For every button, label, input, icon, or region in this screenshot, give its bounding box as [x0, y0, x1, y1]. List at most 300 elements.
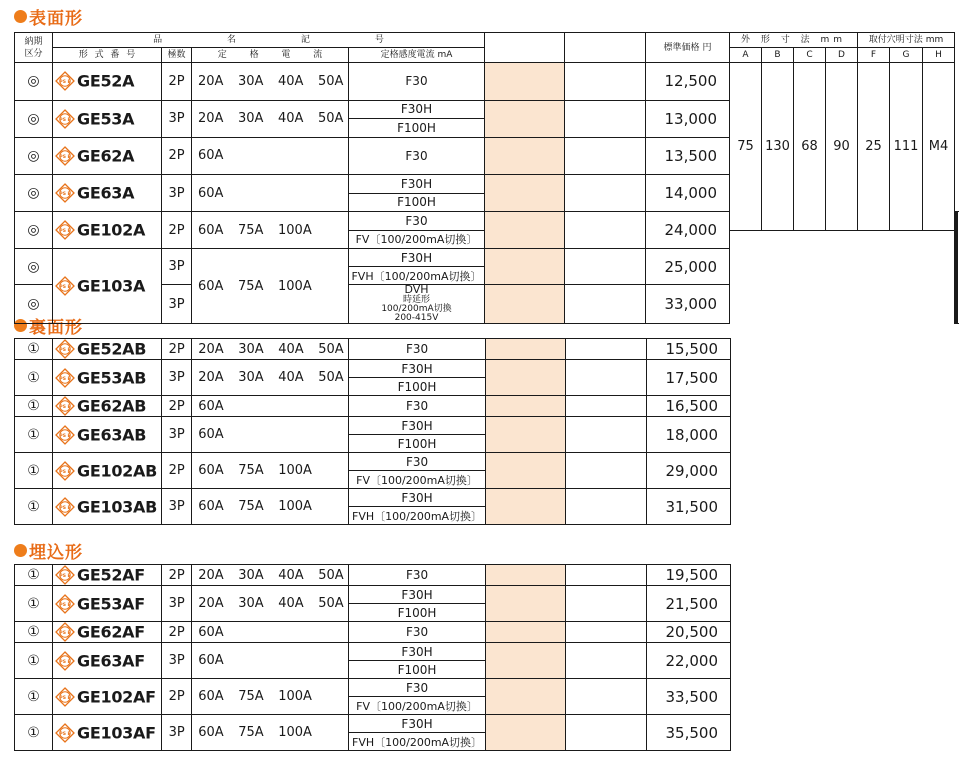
dim-cell-a — [730, 63, 762, 231]
current-value: 50A — [318, 567, 344, 583]
sens-value: DVH — [404, 284, 429, 296]
svg-text:PS E: PS E — [59, 191, 71, 197]
kubun-cell — [15, 137, 53, 175]
current-value: 100A — [278, 689, 312, 704]
kubun-cell — [15, 360, 53, 396]
kubun-mark: ① — [27, 369, 40, 386]
price-cell — [646, 175, 730, 212]
blank-cell — [565, 175, 646, 212]
blank-cell — [485, 212, 565, 249]
current-value: 50A — [318, 341, 344, 357]
current-cell — [192, 417, 349, 453]
pse-mark-icon — [55, 687, 75, 707]
table-row — [15, 339, 731, 360]
table-row — [15, 565, 731, 586]
table-row — [15, 489, 731, 507]
sens-cell — [349, 679, 485, 697]
sens-value: F30 — [405, 625, 429, 639]
current-value: 50A — [318, 73, 344, 89]
svg-text:PS E: PS E — [59, 630, 71, 636]
current-col-label: 定 格 電 流 — [217, 50, 323, 60]
current-value: 60A — [198, 725, 224, 740]
kubun-mark: ◎ — [27, 222, 40, 238]
sens-value: FVH〔100/200mA切換〕 — [352, 735, 483, 749]
kubun-mark: ◎ — [27, 258, 40, 275]
price-value: 21,500 — [665, 594, 718, 613]
kubun-mark: ① — [27, 595, 40, 612]
price-value: 13,000 — [664, 109, 717, 128]
model-number: GE63AB — [77, 425, 147, 444]
sens-cell — [349, 661, 485, 679]
svg-text:PS E: PS E — [59, 659, 71, 665]
table-row — [15, 249, 958, 267]
model-cell — [53, 212, 162, 249]
current-value: 20A — [198, 596, 224, 611]
sens-value: F30 — [405, 399, 429, 413]
current-value: 75A — [238, 689, 264, 704]
model-number: GE62AB — [77, 396, 147, 416]
kubun-label: 納期 — [24, 36, 43, 47]
poles-value: 2P — [168, 148, 185, 164]
poles-value: 2P — [168, 398, 185, 414]
current-cell — [192, 360, 349, 396]
sens-value: F100H — [397, 662, 437, 677]
kubun-mark: ① — [27, 652, 40, 669]
kubun-cell — [15, 396, 53, 417]
kubun-mark: ◎ — [27, 296, 40, 312]
pse-mark-icon — [55, 220, 75, 240]
current-value: 30A — [238, 341, 264, 357]
sens-value: F30 — [405, 148, 428, 163]
current-value: 30A — [238, 370, 264, 385]
kubun-mark: ① — [27, 567, 40, 583]
sens-cell — [349, 586, 485, 604]
dim-letter — [923, 48, 955, 63]
svg-text:PS E: PS E — [59, 433, 71, 439]
current-cell — [192, 453, 349, 489]
poles-cell — [162, 360, 192, 396]
sens-value: FV〔100/200mA切換〕 — [356, 699, 478, 713]
model-cell — [53, 249, 162, 324]
flush-table — [14, 564, 731, 751]
blank-header — [485, 33, 565, 63]
pse-mark-icon — [55, 71, 75, 91]
pse-mark-icon — [55, 723, 75, 743]
bullet-icon — [14, 544, 27, 557]
current-cell — [192, 396, 349, 417]
price-value: 31,500 — [665, 497, 718, 516]
holes-title: 取付穴明寸法 — [868, 35, 923, 45]
blank-cell — [485, 453, 565, 489]
poles-cell — [162, 417, 192, 453]
price-cell — [646, 489, 730, 525]
sens-value: F30H — [401, 587, 433, 602]
front-table-body — [15, 33, 958, 324]
current-value: 40A — [278, 370, 304, 385]
blank-cell — [485, 396, 565, 417]
current-value: 40A — [278, 567, 304, 583]
model-cell — [53, 643, 162, 679]
kubun-cell — [15, 212, 53, 249]
dim-value: 130 — [765, 138, 790, 154]
sens-value: F100H — [397, 120, 436, 135]
sens-cell — [349, 267, 485, 285]
current-value: 20A — [198, 341, 224, 357]
current-value: 100A — [278, 725, 312, 740]
blank-cell — [485, 622, 565, 643]
model-cell — [53, 622, 162, 643]
table-row — [15, 586, 731, 604]
pse-mark-icon — [55, 425, 75, 445]
poles-value: 2P — [168, 341, 185, 357]
table-row — [15, 715, 731, 733]
price-cell — [646, 396, 730, 417]
price-value: 29,000 — [665, 461, 718, 480]
current-cell — [192, 100, 349, 137]
price-cell — [646, 137, 730, 175]
current-value: 60A — [198, 222, 224, 238]
current-value: 50A — [318, 370, 344, 385]
sens-cell — [349, 489, 485, 507]
kubun-mark: ◎ — [27, 73, 40, 90]
sens-cell — [349, 622, 485, 643]
current-value: 30A — [238, 567, 264, 583]
kubun-cell — [15, 249, 53, 285]
blank-cell — [485, 360, 565, 396]
blank-cell — [485, 679, 565, 715]
poles-value: 3P — [168, 596, 185, 611]
blank-cell — [565, 417, 646, 453]
sens-value: F30H — [401, 418, 433, 433]
sens-header — [349, 48, 485, 63]
svg-text:PS E: PS E — [59, 117, 71, 123]
model-number: GE102AF — [77, 687, 156, 706]
price-cell — [646, 715, 730, 751]
front-table — [14, 32, 958, 324]
sens-cell — [349, 435, 485, 453]
price-value: 12,500 — [664, 72, 717, 91]
current-value: 60A — [198, 398, 224, 414]
poles-value: 2P — [168, 73, 185, 89]
sens-cell — [349, 643, 485, 661]
sens-value: F30 — [405, 454, 429, 469]
price-value: 33,000 — [664, 295, 717, 313]
kubun-cell — [15, 622, 53, 643]
model-cell — [53, 100, 162, 137]
model-number: GE63AF — [77, 651, 145, 670]
header-row — [15, 33, 958, 48]
sens-cell — [349, 212, 485, 231]
current-cell — [192, 339, 349, 360]
blank-cell — [565, 643, 646, 679]
poles-value: 3P — [168, 111, 185, 126]
sens-cell — [349, 378, 485, 396]
sens-cell — [349, 471, 485, 489]
kubun-cell — [15, 175, 53, 212]
blank-cell — [565, 339, 646, 360]
model-cell — [53, 679, 162, 715]
pse-mark-icon — [55, 497, 75, 517]
poles-col-label: 極数 — [167, 50, 186, 60]
kubun-mark: ◎ — [27, 110, 40, 127]
model-cell — [53, 137, 162, 175]
poles-header — [162, 48, 192, 63]
price-cell — [646, 339, 730, 360]
sens-value: F30H — [401, 361, 433, 376]
model-number: GE52AF — [77, 565, 145, 585]
blank-cell — [565, 622, 646, 643]
table-row — [15, 417, 731, 435]
poles-value: 2P — [168, 222, 185, 238]
kubun-cell — [15, 565, 53, 586]
table-row — [15, 453, 731, 471]
kubun-cell — [15, 715, 53, 751]
poles-cell — [162, 565, 192, 586]
kubun-mark: ◎ — [27, 147, 40, 164]
price-value: 35,500 — [665, 723, 718, 742]
price-value: 33,500 — [665, 687, 718, 706]
svg-text:PS E: PS E — [59, 602, 71, 608]
model-number: GE103AB — [77, 497, 157, 516]
dim-value: 90 — [833, 138, 850, 154]
current-value: 50A — [318, 596, 344, 611]
section-title-flush: 埋込形 — [14, 538, 83, 563]
poles-value: 2P — [168, 624, 185, 640]
table-row — [15, 622, 731, 643]
holes-header — [858, 33, 955, 48]
model-number: GE103A — [77, 276, 146, 296]
model-cell — [53, 565, 162, 586]
blank-cell — [485, 586, 565, 622]
current-value: 60A — [198, 499, 224, 514]
hinmei-header — [53, 33, 485, 48]
kubun-mark: ① — [27, 462, 40, 479]
sens-value: F30H — [400, 250, 433, 265]
model-number: GE52AB — [77, 339, 147, 359]
model-cell — [53, 417, 162, 453]
kubun-mark: ① — [27, 426, 40, 443]
sens-value: 200-415V — [394, 313, 439, 323]
current-value: 60A — [198, 185, 224, 201]
poles-cell — [162, 249, 192, 285]
model-number: GE103AF — [77, 723, 156, 742]
poles-cell — [162, 212, 192, 249]
sens-cell — [349, 507, 485, 525]
svg-text:PS E: PS E — [59, 731, 71, 737]
sens-value: F100H — [397, 379, 437, 394]
poles-value: 2P — [168, 567, 185, 583]
kubun-header — [15, 33, 53, 63]
sens-cell — [349, 565, 485, 586]
model-number: GE53AB — [77, 368, 147, 387]
poles-cell — [162, 622, 192, 643]
dims-header — [730, 33, 858, 48]
poles-cell — [162, 396, 192, 417]
back-table-body — [15, 339, 731, 525]
current-value: 60A — [198, 278, 224, 294]
model-cell — [53, 453, 162, 489]
price-cell — [646, 249, 730, 285]
model-cell — [53, 586, 162, 622]
blank-cell — [565, 285, 646, 324]
current-value: 40A — [278, 341, 304, 357]
current-cell — [192, 212, 349, 249]
kubun-cell — [15, 586, 53, 622]
sens-value: F30 — [405, 342, 429, 356]
dim-cell-d — [826, 63, 858, 231]
svg-text:PS E: PS E — [59, 695, 71, 701]
hinmei-char: 名 — [227, 35, 237, 45]
poles-cell — [162, 137, 192, 175]
poles-value: 2P — [168, 689, 185, 704]
current-value: 20A — [198, 111, 224, 126]
price-value: 16,500 — [665, 397, 718, 415]
poles-cell — [162, 679, 192, 715]
bullet-icon — [14, 10, 27, 23]
sens-cell — [349, 230, 485, 249]
dim-value: 75 — [737, 138, 754, 154]
blank-cell — [485, 417, 565, 453]
current-value: 75A — [238, 499, 264, 514]
pse-mark-icon — [55, 183, 75, 203]
dim-letter — [890, 48, 923, 63]
pse-mark-icon — [55, 461, 75, 481]
blank-cell — [485, 175, 565, 212]
current-value: 60A — [198, 689, 224, 704]
poles-value: 3P — [168, 427, 185, 442]
current-cell — [192, 63, 349, 101]
blank-cell — [485, 565, 565, 586]
model-number: GE63A — [77, 183, 135, 203]
model-cell — [53, 360, 162, 396]
current-value: 75A — [238, 463, 264, 478]
blank-cell — [485, 249, 565, 285]
blank-cell — [565, 212, 646, 249]
blank-cell — [565, 586, 646, 622]
model-cell — [53, 715, 162, 751]
current-value: 100A — [278, 278, 312, 294]
sens-cell — [349, 697, 485, 715]
dim-letter-text: F — [870, 50, 877, 60]
dim-value: 25 — [865, 138, 882, 154]
price-label: 標準価格 — [663, 42, 700, 53]
kubun-cell — [15, 417, 53, 453]
blank-cell — [485, 715, 565, 751]
model-cell — [53, 339, 162, 360]
dim-cell-g — [890, 63, 923, 231]
dims-unit: mm — [820, 35, 847, 45]
blank-cell — [565, 715, 646, 751]
current-value: 60A — [198, 148, 224, 164]
poles-cell — [162, 63, 192, 101]
sens-value: FV〔100/200mA切換〕 — [355, 233, 478, 247]
model-number: GE53AF — [77, 594, 145, 613]
current-value: 100A — [278, 463, 312, 478]
current-cell — [192, 679, 349, 715]
model-number: GE53A — [77, 109, 135, 128]
poles-cell — [162, 715, 192, 751]
dim-letter-text: D — [838, 50, 845, 60]
blank-cell — [565, 137, 646, 175]
current-value: 40A — [278, 596, 304, 611]
kubun-mark: ① — [27, 398, 40, 414]
flush-table-body — [15, 565, 731, 751]
hinmei-char: 号 — [374, 35, 384, 45]
kubun-mark: ① — [27, 688, 40, 705]
pse-mark-icon — [55, 368, 75, 388]
sens-cell — [349, 733, 485, 751]
kubun-cell — [15, 453, 53, 489]
kubun-cell — [15, 679, 53, 715]
kubun-mark: ① — [27, 341, 40, 357]
poles-value: 2P — [168, 463, 185, 478]
current-cell — [192, 622, 349, 643]
sens-cell — [349, 175, 485, 194]
svg-text:PS E: PS E — [59, 573, 71, 579]
sens-value: F30H — [401, 490, 433, 505]
current-value: 20A — [198, 73, 224, 89]
dim-letter — [826, 48, 858, 63]
current-cell — [192, 565, 349, 586]
price-header — [646, 33, 730, 63]
holes-unit: mm — [925, 35, 944, 45]
section-title-front: 表面形 — [14, 4, 83, 29]
poles-cell — [162, 586, 192, 622]
price-cell — [646, 622, 730, 643]
model-number: GE62A — [77, 146, 135, 166]
dim-value: M4 — [928, 138, 949, 154]
blank-cell — [485, 285, 565, 324]
poles-value: 3P — [168, 185, 185, 201]
pse-mark-icon — [55, 396, 75, 416]
blank-cell — [565, 565, 646, 586]
dim-value: 111 — [893, 138, 919, 154]
blank-cell — [565, 360, 646, 396]
price-value: 18,000 — [665, 425, 718, 444]
dim-letter-text: G — [902, 50, 910, 60]
current-value: 60A — [198, 427, 224, 442]
sens-value: F30H — [400, 102, 433, 117]
poles-value: 3P — [168, 725, 185, 740]
dims-title: 外 形 寸 法 — [741, 35, 814, 45]
pse-mark-icon — [55, 276, 75, 296]
sens-cell — [349, 604, 485, 622]
dim-cell-h — [923, 63, 955, 231]
poles-value: 3P — [168, 259, 185, 274]
poles-cell — [162, 285, 192, 324]
blank-cell — [565, 489, 646, 525]
poles-cell — [162, 643, 192, 679]
model-col-label: 形 式 番 号 — [78, 50, 136, 60]
price-value: 20,500 — [665, 623, 718, 641]
svg-text:PS E: PS E — [59, 80, 71, 86]
sens-cell — [349, 100, 485, 119]
current-value: 30A — [238, 111, 264, 126]
table-row — [15, 63, 958, 101]
price-value: 17,500 — [665, 368, 718, 387]
price-cell — [646, 360, 730, 396]
table-row — [15, 396, 731, 417]
poles-cell — [162, 100, 192, 137]
sens-value: F100H — [397, 436, 437, 451]
current-cell — [192, 137, 349, 175]
dim-letter-text: A — [742, 50, 749, 60]
model-header — [53, 48, 162, 63]
current-value: 75A — [238, 278, 264, 294]
current-value: 20A — [198, 370, 224, 385]
pse-mark-icon — [55, 109, 75, 129]
dim-letter-text: B — [774, 50, 781, 60]
